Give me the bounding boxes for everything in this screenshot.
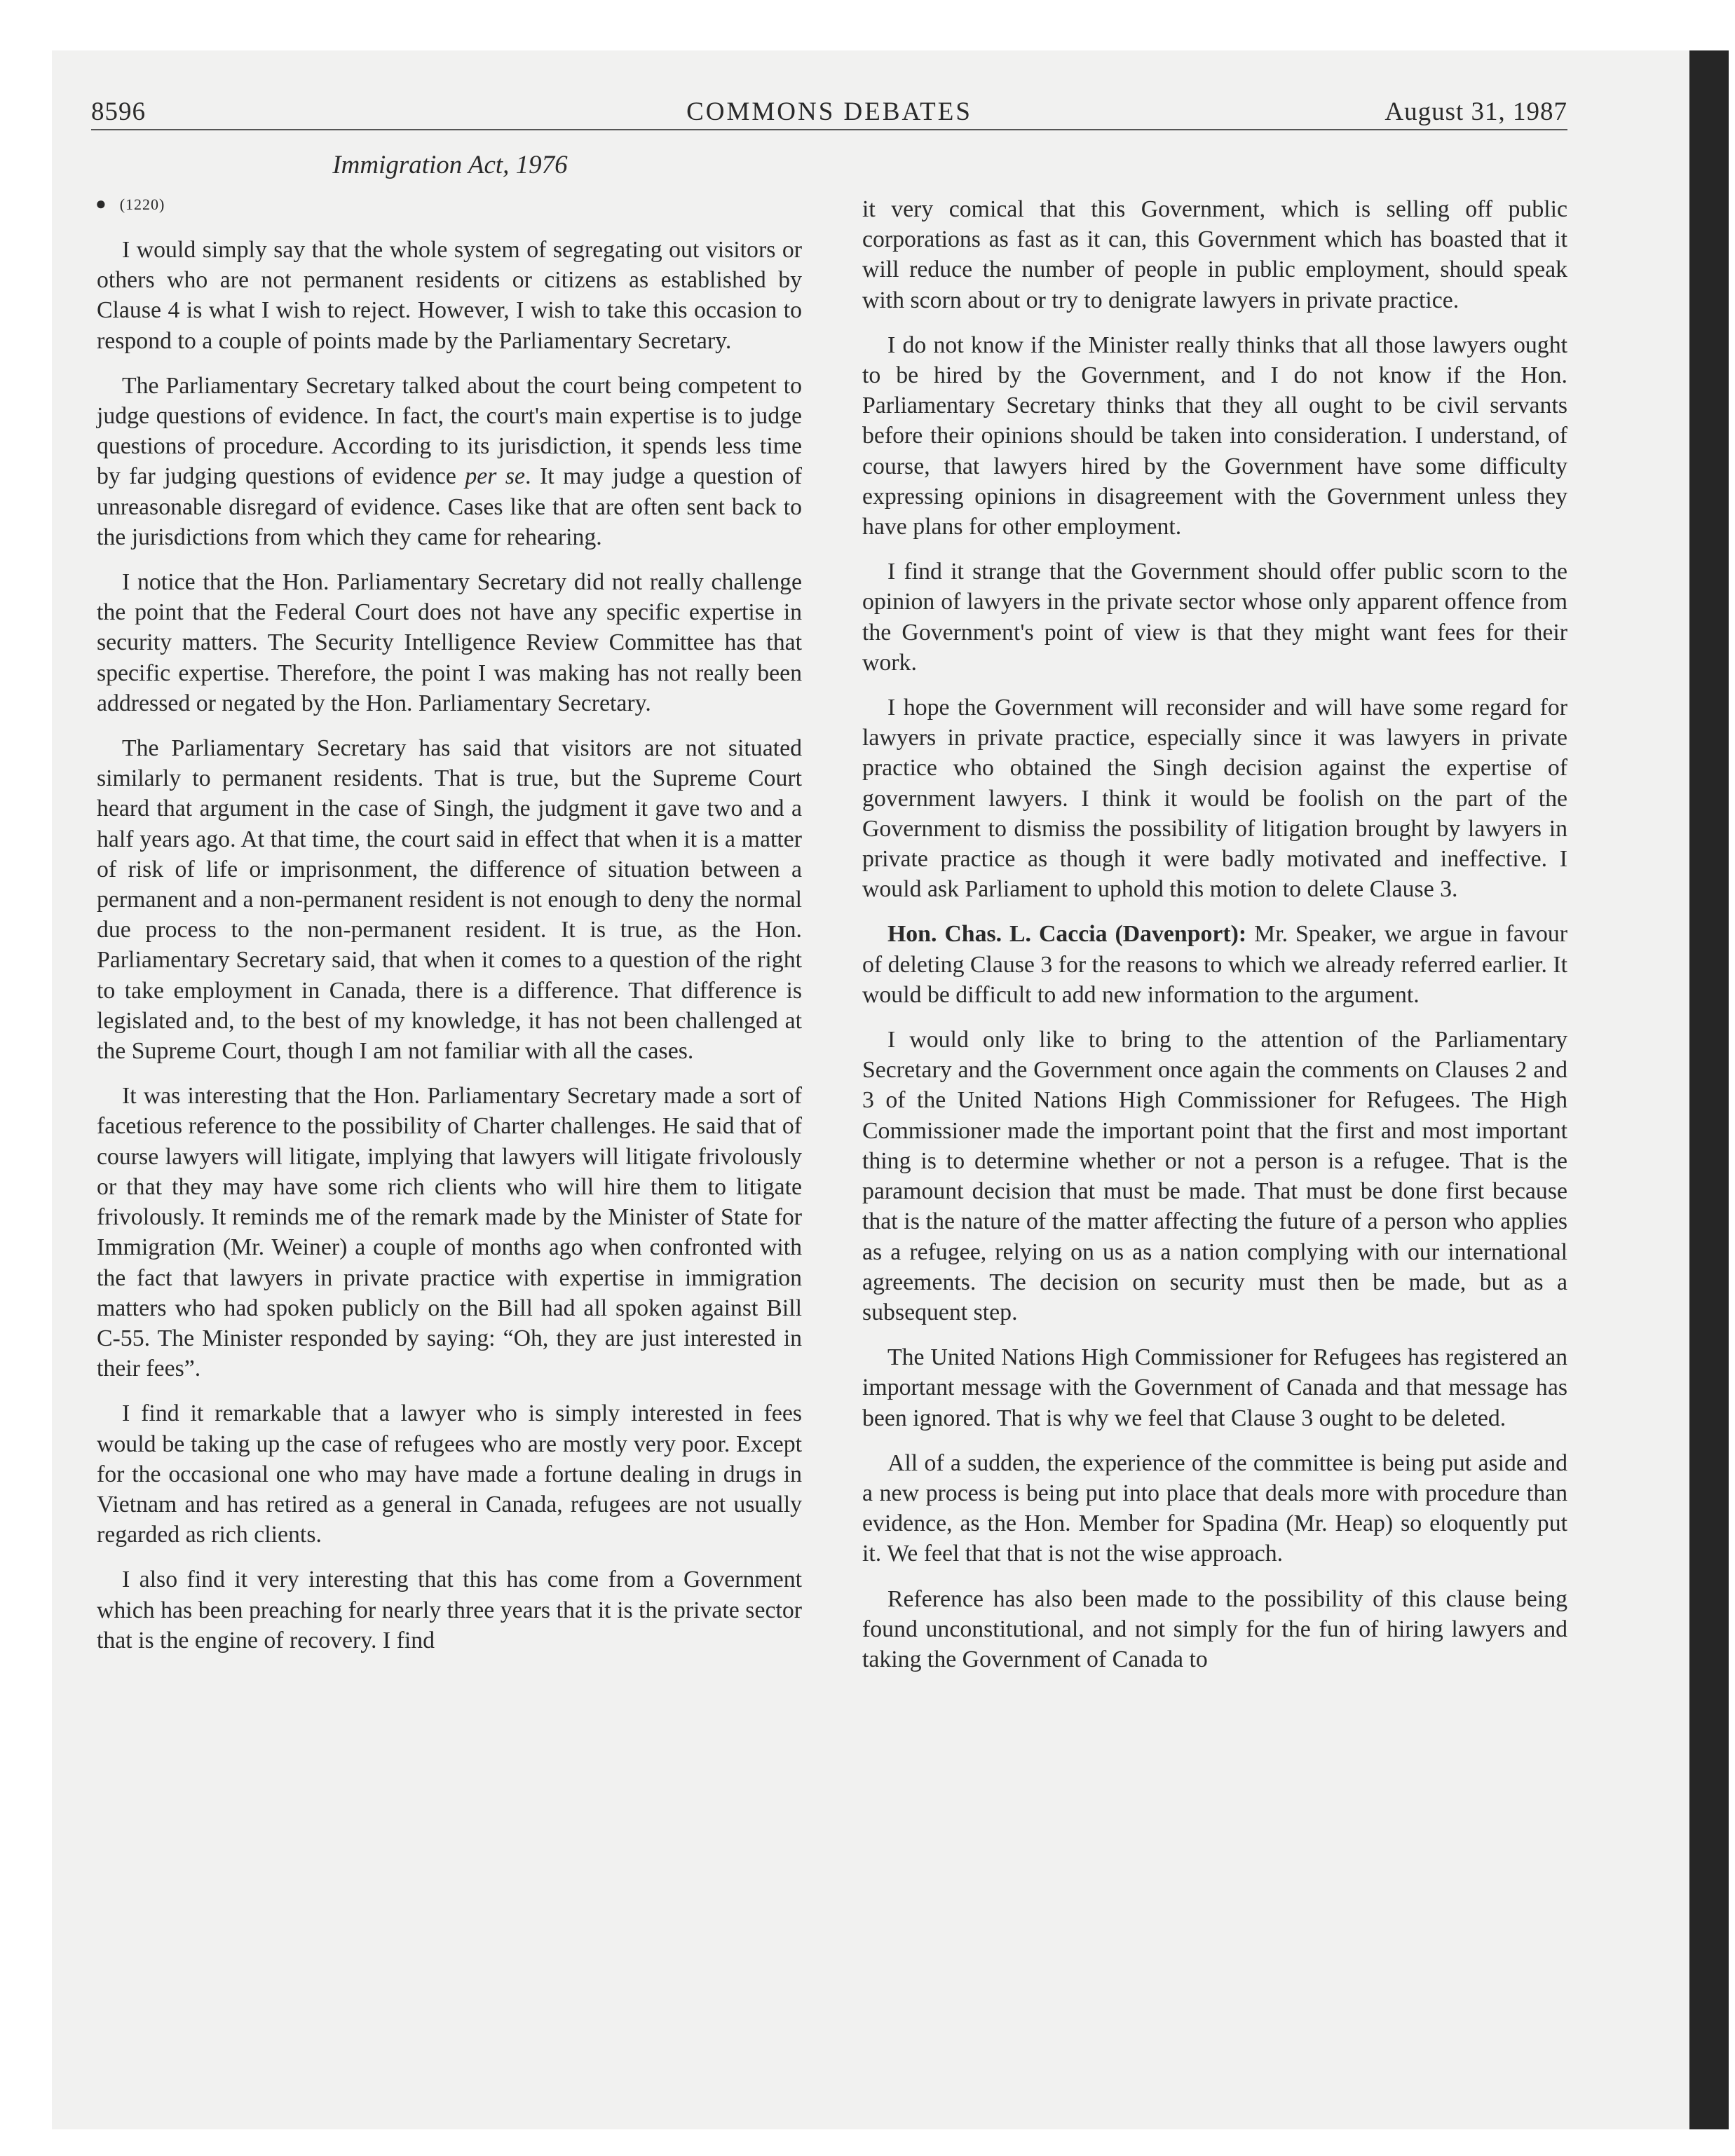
bullet-icon: ● bbox=[95, 193, 107, 214]
header-rule bbox=[91, 129, 1567, 130]
time-marker bbox=[95, 193, 165, 214]
paragraph bbox=[97, 371, 802, 552]
paragraph-text: The Parliamentary Secretary talked about the court being competent to judge questions of evidence. In fact, the court's main expertise is to judge questions of procedure. According to its jurisdiction, it spends less time by far judging questions of evidence bbox=[97, 372, 802, 490]
paragraph: The United Nations High Commissioner for Refugees has registered an important message with the Government of Canada and that message has been ignored. That is why we feel that Clause 3 ought to be deleted. bbox=[862, 1344, 1567, 1431]
paragraph: I find it remarkable that a lawyer who is simply interested in fees would be taking up the case of refugees who are mostly very poor. Except for the occasional one who may have made a fortune dealing in drugs in Vietnam and has retired as a general in Canada, refugees are not usually regarded as rich clients. bbox=[97, 1400, 802, 1548]
paragraph: I find it strange that the Government should offer public scorn to the opinion of lawyers in the private sector whose only apparent offence from the Government's point of view is that they might want fees for their work. bbox=[862, 559, 1567, 676]
paragraph: I do not know if the Minister really thinks that all those lawyers ought to be hired by the Government, and I do not know if the Hon. Parliamentary Secretary thinks that they all ought to be civil servants before their opinions should be taken into consideration. I understand, of course, that lawyers hired by the Government have some difficulty expressing opinions in disagreement with the Government unless they have plans for other employment. bbox=[862, 332, 1567, 540]
paragraph: The Parliamentary Secretary has said that visitors are not situated similarly to permanent residents. That is true, but the Supreme Court heard that argument in the case of Singh, the judgment it gave two and a half years ago. At that time, the court said in effect that when it is a matter of risk of life or imprisonment, the difference of situation between a permanent and a non-permanent resident is not enough to deny the normal due process to the non-permanent resident. It is true, as the Hon. Parliamentary Secretary said, that when it comes to a question of the right to take employment in Canada, there is a difference. That difference is legislated and, to the best of my knowledge, it has not been challenged at the Supreme Court, though I am not familiar with all the cases. bbox=[97, 735, 802, 1065]
paragraph: it very comical that this Government, which is selling off public corporations as fast as it can, this Government which has boasted that it will reduce the number of people in public employment, should speak with scorn about or try to denigrate lawyers in private practice. bbox=[862, 196, 1567, 313]
page-header bbox=[91, 97, 1567, 139]
latin-term: per se bbox=[465, 463, 526, 490]
left-column bbox=[97, 235, 802, 1670]
paragraph: I notice that the Hon. Parliamentary Secretary did not really challenge the point that the Federal Court does not have any specific expertise in security matters. The Security Intelligence Review Committee has that specific expertise. Therefore, the point I was making has not really been addressed or negated by the Hon. Parliamentary Secretary. bbox=[97, 569, 802, 716]
paragraph-text: . It may judge a question of unreasonable disregard of evidence. Cases like that are often sent back to the jurisdictions from which they came for rehearing. bbox=[97, 463, 802, 550]
paragraph: I would only like to bring to the attention of the Parliamentary Secretary and the Government once again the comments on Clauses 2 and 3 of the United Nations High Commissioner for Refugees. The High Commissioner made the important point that the first and most important thing is to determine whether or not a person is a refugee. That is the paramount decision that must be made. That must be done first because that is the nature of the matter affecting the future of a person who applies as a refugee, relying on us as a nation complying with our international agreements. The decision on security must then be made, but as a subsequent step. bbox=[862, 1027, 1567, 1325]
paragraph: It was interesting that the Hon. Parliamentary Secretary made a sort of facetious reference to the possibility of Charter challenges. He said that of course lawyers will litigate, implying that lawyers will litigate frivolously or that they may have some rich clients who will hire them to litigate frivolously. It reminds me of the remark made by the Minister of State for Immigration (Mr. Weiner) a couple of months ago when confronted with the fact that lawyers in private practice with expertise in immigration matters who had spoken publicly on the Bill had all spoken against Bill C-55. The Minister responded by saying: “Oh, they are just interested in their fees”. bbox=[97, 1083, 802, 1382]
running-head: Immigration Act, 1976 bbox=[332, 151, 568, 179]
page-date: August 31, 1987 bbox=[1384, 97, 1567, 126]
speaker-name: Hon. Chas. L. Caccia (Davenport): bbox=[887, 921, 1247, 948]
right-column bbox=[862, 194, 1567, 1689]
paragraph-text: Mr. Speaker, we argue in favour of deleting Clause 3 for the reasons to which we already referred earlier. It would be difficult to add new information to the argument. bbox=[862, 921, 1568, 1008]
paragraph: I hope the Government will reconsider and will have some regard for lawyers in private practice, especially since it was lawyers in private practice who obtained the Singh decision against the expertise of government lawyers. I think it would be foolish on the part of the Government to dismiss the possibility of litigation brought by lawyers in private practice as though it were badly motivated and ineffective. I would ask Parliament to uphold this motion to delete Clause 3. bbox=[862, 695, 1567, 903]
paragraph bbox=[862, 919, 1567, 1010]
paragraph: Reference has also been made to the possibility of this clause being found unconstitutional, and not simply for the fun of hiring lawyers and taking the Government of Canada to bbox=[862, 1585, 1567, 1672]
page-number: 8596 bbox=[91, 97, 146, 126]
time-marker-label: (1220) bbox=[119, 196, 165, 213]
paragraph: I would simply say that the whole system of segregating out visitors or others who are not permanent residents or citizens as established by Clause 4 is what I wish to reject. However, I wish to take this occasion to respond to a couple of points made by the Parliamentary Secretary. bbox=[97, 237, 802, 354]
scan-edge-bar bbox=[1689, 50, 1729, 2129]
paragraph: All of a sudden, the experience of the committee is being put aside and a new process is being put into place that deals more with procedure than evidence, as the Hon. Member for Spadina (Mr. Heap) so eloquently put it. We feel that that is not the wise approach. bbox=[862, 1449, 1567, 1567]
paragraph: I also find it very interesting that this has come from a Government which has been preaching for nearly three years that it is the private sector that is the engine of recovery. I find bbox=[97, 1567, 802, 1653]
publication-title: COMMONS DEBATES bbox=[686, 97, 972, 126]
